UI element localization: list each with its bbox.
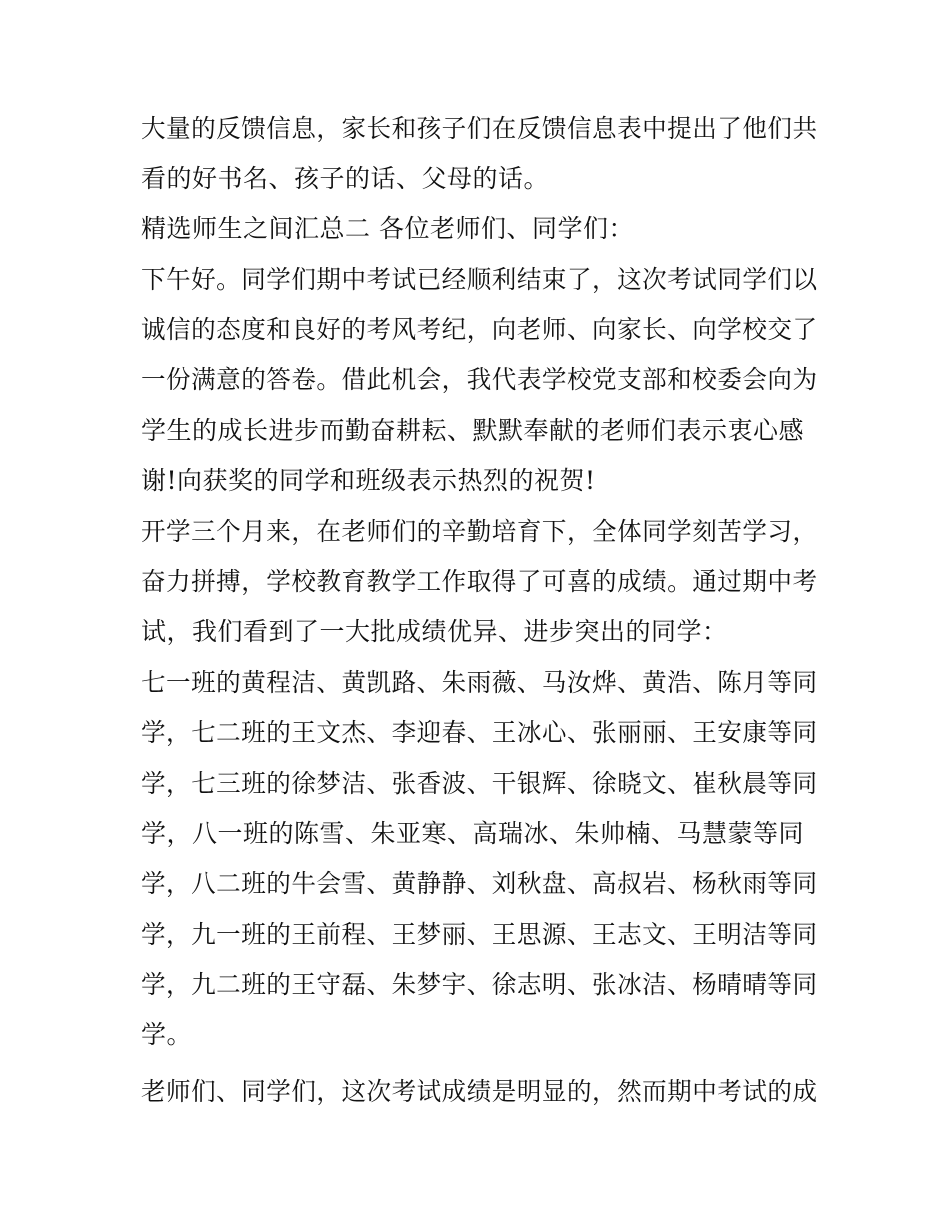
text-line: 学，九一班的王前程、王梦丽、王思源、王志文、王明洁等同 [141,920,818,949]
text-line: 谢!向获奖的同学和班级表示热烈的祝贺! [141,466,596,495]
text-line: 学，九二班的王守磊、朱梦宇、徐志明、张冰洁、杨晴晴等同 [141,970,818,999]
text-line: 学生的成长进步而勤奋耕耘、默默奉献的老师们表示衷心感 [141,416,805,445]
text-line: 诚信的态度和良好的考风考纪，向老师、向家长、向学校交了 [141,315,818,344]
text-line: 学，八二班的牛会雪、黄静静、刘秋盘、高叔岩、杨秋雨等同 [141,869,818,898]
text-line: 大量的反馈信息，家长和孩子们在反馈信息表中提出了他们共 [141,114,818,143]
text-line: 看的好书名、孩子的话、父母的话。 [141,164,550,193]
text-line: 学，八一班的陈雪、朱亚寒、高瑞冰、朱帅楠、马慧蒙等同 [141,819,805,848]
text-line: 七一班的黄程洁、黄凯路、朱雨薇、马汝烨、黄浩、陈月等同 [141,668,818,697]
text-line: 试，我们看到了一大批成绩优异、进步突出的同学： [141,617,728,646]
text-line: 学。 [141,1020,193,1049]
section-heading: 精选师生之间汇总二 各位老师们、同学们： [141,214,634,243]
text-line: 一份满意的答卷。借此机会，我代表学校党支部和校委会向为 [141,365,818,394]
text-line: 学，七三班的徐梦洁、张香波、干银辉、徐晓文、崔秋晨等同 [141,769,818,798]
text-line: 开学三个月来，在老师们的辛勤培育下，全体同学刻苦学习， [141,517,818,546]
text-line: 学，七二班的王文杰、李迎春、王冰心、张丽丽、王安康等同 [141,718,818,747]
text-line: 下午好。同学们期中考试已经顺利结束了，这次考试同学们以 [141,265,818,294]
text-line: 老师们、同学们，这次考试成绩是明显的，然而期中考试的成 [141,1077,818,1106]
text-line: 奋力拼搏，学校教育教学工作取得了可喜的成绩。通过期中考 [141,567,818,596]
